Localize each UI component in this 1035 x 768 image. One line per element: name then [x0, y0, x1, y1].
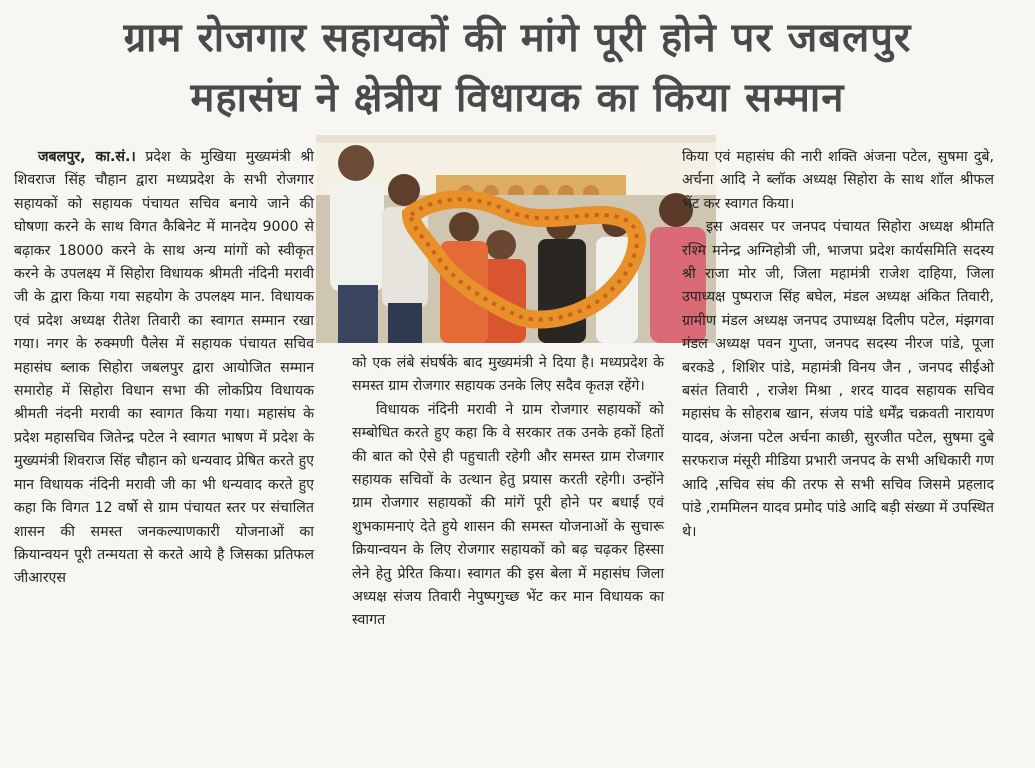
article-column-3: [682, 146, 994, 544]
dateline: जबलपुर, का.सं.।: [38, 149, 136, 165]
event-photo: [316, 135, 716, 343]
headline-line-1: ग्राम रोजगार सहायकों की मांगे पूरी होने पर जबलपुर: [123, 15, 912, 61]
article-text: प्रदेश के मुखिया मुख्यमंत्री श्री शिवराज सिंह चौहान द्वारा मध्यप्रदेश के सभी रोजगार सहायकों को सहायक पंचायत सचिव बनाये जाने की घोषणा करने के साथ विगत कैबिनेट में मानदेय 9000 से बढ़ाकर 18000 करने के साथ अन्य मांगों को स्वीकृत करने के उपलक्ष्य में सिहोरा विधायक श्रीमती नंदिनी मरावी जी के द्वारा किया गया सहयोग के उपलक्ष्य मान. विधायक एवं प्रदेश अध्यक्ष रीतेश तिवारी का स्वागत सम्मान रखा गया। नगर के रुक्मणी पैलेस में सहायक पंचायत सचिव महासंघ ब्लाक सिहोरा जबलपुर द्वारा आयोजित सम्मान समारोह में सिहोरा विधान सभा की लोकप्रिय विधायक श्रीमती नंदनी मरावी का स्वागत किया गया। महासंघ के प्रदेश महासचिव जितेन्द्र पटेल ने स्वागत भाषण में प्रदेश के मुख्यमंत्री शिवराज सिंह चौहान को धन्यवाद प्रेषित करते हुए मान विधायक नंदिनी मरावी जी का भी धन्यवाद करते हुए कहा कि विगत 12 वर्षो से ग्राम पंचायत स्तर पर संचालित शासन की समस्त जनकल्याणकारी योजनाओं का क्रियान्वयन पूरी तन्मयता से करते आये है जिसका प्रतिफल जीआरएस: [14, 149, 314, 587]
article-paragraph: इस अवसर पर जनपद पंचायत सिहोरा अध्यक्ष श्रीमति रश्मि मनेन्द्र अग्निहोत्री जी, भाजपा प्रदेश कार्यसमिति सदस्य श्री राजा मोर जी, जिला महामंत्री राजेश दाहिया, जिला उपाध्यक्ष पुष्पराज सिंह बघेल, मंडल अध्यक्ष अंकित तिवारी, ग्रामीण मंडल अध्यक्ष जनपद उपाध्यक्ष दिलीप पटेल, मंझगवा मंडल अध्यक्ष पवन गुप्ता, जनपद सदस्य नीरज पांडे, पूजा बरकडे , शिशिर पांडे, महामंत्री विनय जैन , जनपद सीईओ बसंत तिवारी , राजेश मिश्रा , शरद यादव सहायक सचिव महासंघ के सोहराब खान, संजय पांडे धर्मेंद्र चक्रवती नारायण यादव, अंजना पटेल अर्चना काछी, सुरजीत पटेल, सुषमा दुबे सरफराज मंसूरी मीडिया प्रभारी जनपद के सभी अधिकारी गण आदि ,सचिव संघ की तरफ से सभी सचिव जिसमे प्रहलाद पांडे ,राममिलन यादव प्रमोद पांडे आदि बड़ी संख्या में उपस्थित थे।: [682, 219, 994, 540]
headline-line-2: महासंघ ने क्षेत्रीय विधायक का किया सम्मान: [190, 75, 845, 121]
garland-felicitation-illustration: [316, 135, 716, 343]
article-column-2: [352, 352, 664, 633]
article-column-1: [14, 146, 314, 591]
article-paragraph: किया एवं महासंघ की नारी शक्ति अंजना पटेल, सुषमा दुबे, अर्चना आदि ने ब्लॉक अध्यक्ष सिहोरा के साथ शॉल श्रीफल भेंट कर स्वागत किया।: [682, 149, 994, 212]
article-paragraph: विधायक नंदिनी मरावी ने ग्राम रोजगार सहायकों को सम्बोधित करते हुए कहा कि वे सरकार तक उनके हकों हितों की बात को ऐसे ही पहुचाती रहेगी और समस्त ग्राम रोजगार सहायक सचिवों के उत्थान हेतु प्रयास करती रहेगी। उन्होंने ग्राम रोजगार सहायकों की मांगें पूरी होने पर बधाई एवं शुभकामनाएं देते हुये शासन की समस्त योजनाओं के सुचारू क्रियान्वयन के लिए रोजगार सहायकों को बढ़ चढ़कर हिस्सा लेने हेतु प्रेरित किया। स्वागत की इस बेला में महासंघ जिला अध्यक्ष संजय तिवारी नेपुष्पगुच्छ भेंट कर मान विधायक का स्वागत: [352, 401, 664, 629]
article-paragraph: को एक लंबे संघर्षके बाद मुख्यमंत्री ने दिया है। मध्यप्रदेश के समस्त ग्राम रोजगार सहायक उनके लिए सदैव कृतज्ञ रहेंगे।: [352, 355, 664, 395]
article-paragraph: [14, 146, 314, 591]
